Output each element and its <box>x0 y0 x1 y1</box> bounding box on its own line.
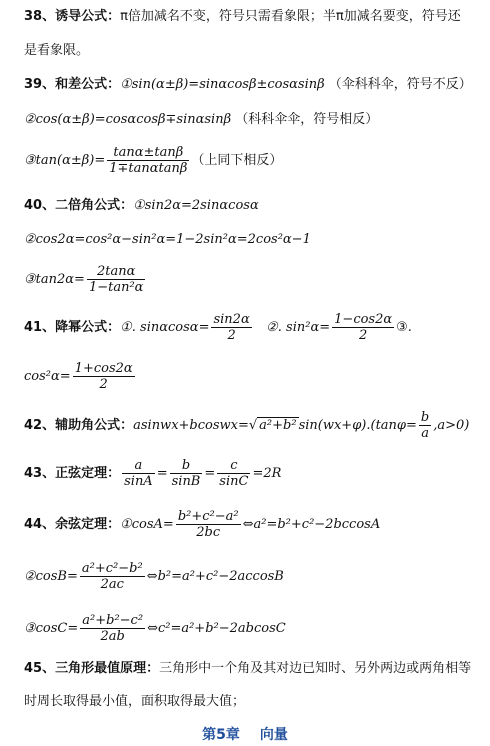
section-text: 是看象限。 <box>24 43 90 58</box>
formula: ②cos(α±β)=cosαcosβ∓sinαsinβ <box>24 112 232 127</box>
chapter-number: 第5章 <box>202 727 240 743</box>
section-45 <box>24 660 472 678</box>
formula-row <box>24 612 466 646</box>
formula-row <box>24 111 466 129</box>
section-title: 和差公式： <box>55 77 121 92</box>
formula-right: ,a>0) <box>433 418 470 433</box>
fraction <box>80 561 145 592</box>
denominator: 2bc <box>196 525 221 540</box>
fraction <box>332 312 394 343</box>
formula-row <box>24 560 466 594</box>
chapter-heading <box>0 724 490 744</box>
numerator: 2tanα <box>87 264 146 280</box>
numerator: b <box>170 458 203 474</box>
denominator: 2 <box>227 328 236 343</box>
formula-note: （上同下相反） <box>191 153 283 168</box>
section-40 <box>24 197 466 215</box>
fraction <box>107 145 189 176</box>
section-title: 三角形最值原理： <box>55 661 160 676</box>
formula-left: asinwx+bcoswx= <box>133 418 249 433</box>
formula-right: =2R <box>252 466 282 481</box>
formula-note: （伞科科伞，符号不反） <box>328 77 472 92</box>
denominator: 1−tan²α <box>88 280 144 295</box>
item-marker: ③. <box>396 320 412 335</box>
formula-left: ①cosA= <box>120 517 174 532</box>
fraction <box>73 361 135 392</box>
section-title: 二倍角公式： <box>55 198 134 213</box>
section-text: 时周长取得最小值，面积取得最大值； <box>24 694 246 709</box>
section-number: 44、 <box>24 517 56 532</box>
section-44 <box>24 508 466 542</box>
denominator: 2 <box>359 328 368 343</box>
formula-right: ⇔a²=b²+c²−2bccosA <box>242 517 381 532</box>
numerator: b²+c²−a² <box>177 509 239 524</box>
formula: ②cos2α=cos²α−sin²α=1−2sin²α=2cos²α−1 <box>24 232 311 247</box>
denominator: 2ac <box>100 577 124 592</box>
denominator: sinB <box>171 474 201 489</box>
section-43 <box>24 457 466 491</box>
section-42 <box>24 409 470 443</box>
chapter-topic: 向量 <box>259 727 288 743</box>
formula-row <box>24 263 466 297</box>
section-number: 38、 <box>24 9 56 24</box>
section-title: 余弦定理： <box>55 517 121 532</box>
equals-sign: = <box>156 466 168 481</box>
section-title: 正弦定理： <box>55 466 121 481</box>
section-text: 三角形中一个角及其对边已知时、另外两边或两角相等 <box>159 661 472 676</box>
fraction <box>419 410 431 441</box>
denominator: a <box>421 426 429 441</box>
numerator: sin2α <box>213 312 250 327</box>
section-38-cont <box>24 42 466 60</box>
denominator: 2ab <box>100 629 125 644</box>
fraction <box>122 458 155 489</box>
numerator: b <box>420 410 430 425</box>
section-39 <box>24 76 472 94</box>
equals-sign: = <box>204 466 216 481</box>
fraction <box>170 458 203 489</box>
denominator: 1∓tanαtanβ <box>109 161 188 176</box>
numerator: a <box>122 458 155 474</box>
denominator: sinA <box>124 474 153 489</box>
numerator: a²+b²−c² <box>82 613 144 628</box>
formula: ①sin2α=2sinαcosα <box>133 198 259 213</box>
section-number: 39、 <box>24 77 56 92</box>
fraction <box>176 509 241 540</box>
formula-row <box>24 144 466 178</box>
section-number: 43、 <box>24 466 56 481</box>
section-number: 45、 <box>24 661 56 676</box>
section-title: 诱导公式： <box>55 9 121 24</box>
section-number: 41、 <box>24 320 56 335</box>
denominator: sinC <box>219 474 249 489</box>
numerator: 1+cos2α <box>74 361 133 376</box>
fraction <box>211 312 251 343</box>
formula-left: ③tan(α±β)= <box>24 153 106 168</box>
denominator: 2 <box>99 377 108 392</box>
formula-left: cos²α= <box>24 369 71 384</box>
formula-note: （科科伞伞，符号相反） <box>235 112 379 127</box>
formula-left: ②cosB= <box>24 569 78 584</box>
formula-left: ②. sin²α= <box>266 320 331 335</box>
formula-left: ③cosC= <box>24 621 79 636</box>
formula: ①sin(α±β)=sinαcosβ±cosαsinβ <box>120 77 325 92</box>
section-41 <box>24 311 466 345</box>
section-title: 降幂公式： <box>55 320 121 335</box>
section-text: π倍加减名不变，符号只需看象限；半π加减名要变，符号还 <box>120 9 461 24</box>
formula-left: ①. sinαcosα= <box>120 320 210 335</box>
numerator: a²+c²−b² <box>81 561 143 576</box>
numerator: c <box>217 458 250 474</box>
formula-row <box>24 360 466 394</box>
formula-mid: sin(wx+φ).(tanφ= <box>298 418 417 433</box>
fraction <box>217 458 250 489</box>
fraction <box>80 613 145 644</box>
formula-left: ③tan2α= <box>24 272 85 287</box>
formula-right: ⇔b²=a²+c²−2accosB <box>146 569 284 584</box>
section-number: 40、 <box>24 198 56 213</box>
numerator: tanα±tanβ <box>107 145 189 161</box>
section-45-cont <box>24 693 466 711</box>
formula-row <box>24 231 466 249</box>
fraction <box>87 264 146 295</box>
sqrt-sign: √ <box>248 418 258 433</box>
section-title: 辅助角公式： <box>55 418 134 433</box>
section-number: 42、 <box>24 418 56 433</box>
sqrt-radicand: a²+b² <box>259 418 297 433</box>
numerator: 1−cos2α <box>334 312 393 327</box>
formula-right: ⇔c²=a²+b²−2abcosC <box>147 621 286 636</box>
section-38 <box>24 8 466 26</box>
